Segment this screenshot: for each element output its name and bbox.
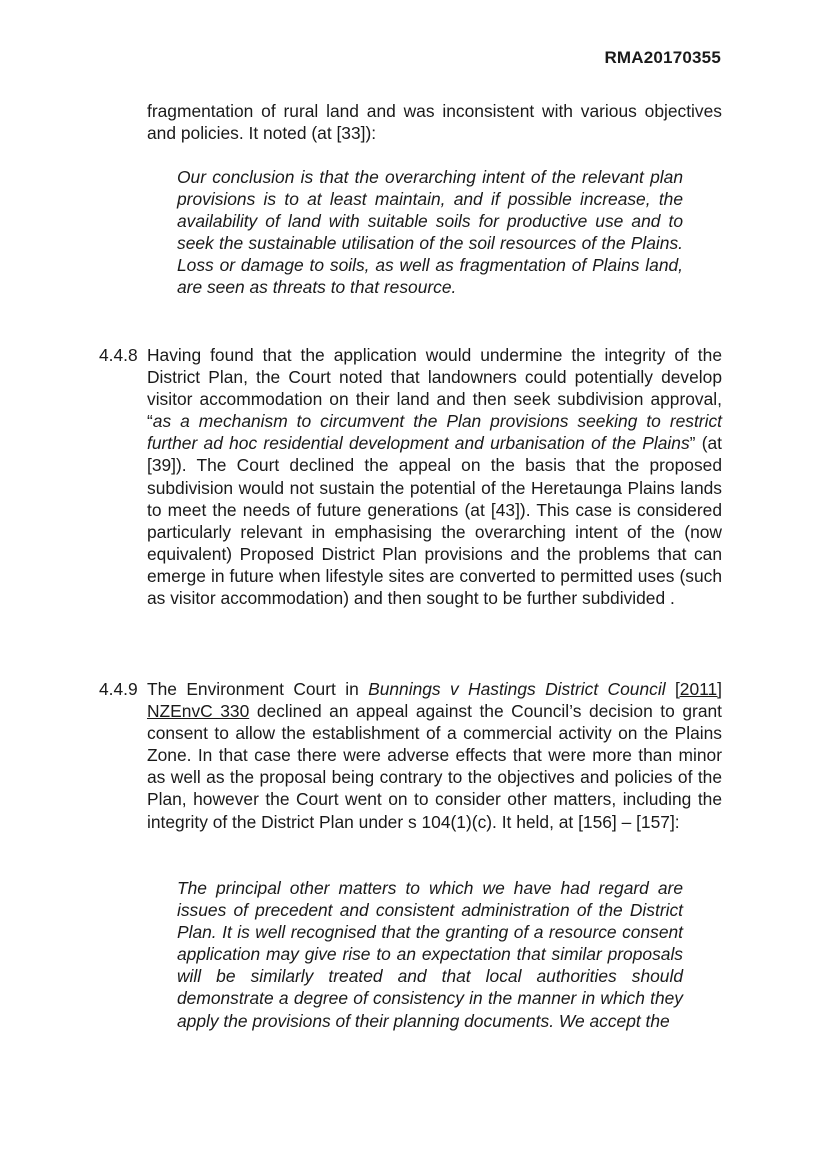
paragraph-number: 4.4.8: [99, 345, 138, 365]
paragraph-text: [666, 679, 675, 699]
paragraph-text: The Environment Court in: [147, 679, 369, 699]
paragraph-number: 4.4.9: [99, 679, 138, 699]
paragraph-4-4-9: [99, 678, 722, 833]
paragraph-4-4-8: [99, 344, 722, 609]
case-citation-link[interactable]: [2011] NZEnvC 330: [147, 679, 722, 722]
block-quote-2: The principal other matters to which we have had regard are issues of precedent and consistent administration of the District Plan. It is well recognised that the granting of a resource consent application may give rise to an expectation that similar proposals will be similarly treated and that local authorities should demonstrate a degree of consistency in the manner in which they apply the provisions of their planning documents. We accept the: [177, 878, 683, 1031]
quoted-phrase: as a mechanism to circumvent the Plan provisions seeking to restrict further ad hoc residential development and urbanisation of the Plains: [147, 411, 722, 454]
document-reference: RMA20170355: [604, 48, 721, 67]
paragraph-text: Having found that the application would undermine the integrity of the District Plan, the Court noted that landowners could potentially develop visitor accommodation on their land and then seek subdivision approval, “: [147, 345, 722, 432]
paragraph-text: declined an appeal against the Council’s decision to grant consent to allow the establishment of a commercial activity on the Plains Zone. In that case there were adverse effects that were more than minor as well as the proposal being contrary to the objectives and policies of the Plan, however the Court went on to consider other matters, including the integrity of the District Plan under s 104(1)(c). It held, at [156] – [157]:: [147, 701, 722, 832]
paragraph-text: ” (at [39]). The Court declined the appeal on the basis that the proposed subdivision would not sustain the potential of the Heretaunga Plains lands to meet the needs of future generations (at [43]). This case is considered particularly relevant in emphasising the overarching intent of the (now equivalent) Proposed District Plan provisions and the problems that can emerge in future when lifestyle sites are converted to permitted uses (such as visitor accommodation) and then sought to be further subdivided .: [147, 433, 722, 609]
case-name: Bunnings v Hastings District Council: [368, 679, 666, 699]
paragraph-continued: fragmentation of rural land and was inconsistent with various objectives and policies. It noted (at [33]):: [147, 101, 722, 144]
block-quote-1: Our conclusion is that the overarching intent of the relevant plan provisions is to at least maintain, and if possible increase, the availability of land with suitable soils for productive use and to seek the sustainable utilisation of the soil resources of the Plains. Loss or damage to soils, as well as fragmentation of Plains land, are seen as threats to that resource.: [177, 167, 683, 298]
